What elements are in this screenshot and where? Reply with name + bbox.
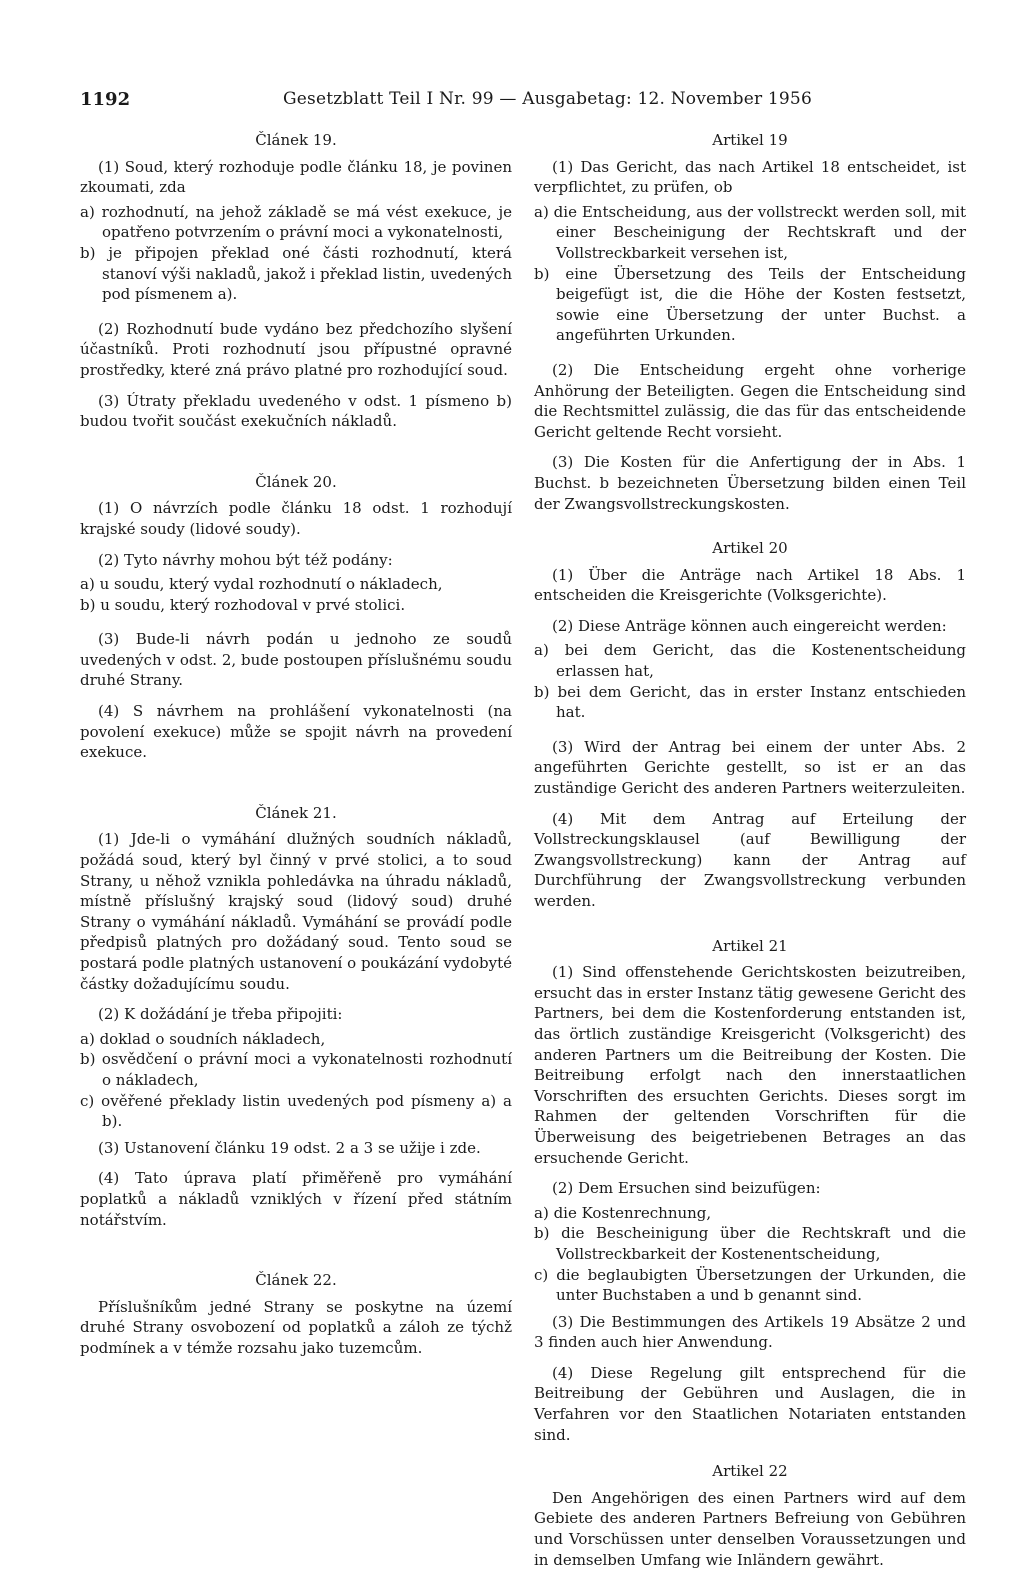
paragraph: (1) Soud, který rozhoduje podle článku 18, je povinen zkoumati, zda	[80, 157, 512, 197]
paragraph: (2) Die Entscheidung ergeht ohne vorherige Anhörung der Beteiligten. Gegen die Entscheidung sind die Rechtsmittel zulässig, die das für das entscheidende Gericht geltende Recht vorsieht.	[534, 360, 966, 441]
running-header: Gesetzblatt Teil I Nr. 99 — Ausgabetag: 12. November 1956	[283, 89, 812, 109]
list-item: a) u soudu, který vydal rozhodnutí o nákladech,	[80, 575, 443, 594]
section-heading: Článek 21.	[255, 803, 337, 822]
section-heading: Článek 20.	[255, 472, 337, 491]
paragraph: (2) Diese Anträge können auch eingereicht werden:	[552, 616, 947, 635]
paragraph: (1) O návrzích podle článku 18 odst. 1 rozhodují krajské soudy (lidové soudy).	[80, 499, 512, 538]
paragraph: (4) Diese Regelung gilt entsprechend für die Beitreibung der Gebühren und Auslagen, die in Verfahren vor den Staatlichen Notariaten entstanden sind.	[534, 1363, 966, 1444]
paragraph: (3) Die Bestimmungen des Artikels 19 Absätze 2 und 3 finden auch hier Anwendung.	[534, 1312, 966, 1352]
paragraph: (2) Rozhodnutí bude vydáno bez předchozího slyšení účastníků. Proti rozhodnutí jsou přípustné opravné prostředky, které zná právo platné pro rozhodující soud.	[80, 319, 512, 379]
list-item: a) rozhodnutí, na jehož základě se má vést exekuce, je opatřeno potvrzením o právní moci a vykonatelnosti,	[80, 202, 512, 242]
paragraph: (3) Bude-li návrh podán u jednoho ze soudů uvedených v odst. 2, bude postoupen příslušnému soudu druhé Strany.	[80, 630, 512, 690]
page-number: 1192	[80, 89, 131, 110]
paragraph: (4) Mit dem Antrag auf Erteilung der Vollstreckungsklausel (auf Bewilligung der Zwangsvollstreckung) kann der Antrag auf Durchführung der Zwangsvollstreckung verbunden werden.	[534, 809, 966, 910]
list-item: b) bei dem Gericht, das in erster Instanz entschieden hat.	[534, 682, 966, 722]
paragraph: (1) Das Gericht, das nach Artikel 18 entscheidet, ist verpflichtet, zu prüfen, ob	[534, 157, 966, 197]
section-heading: Artikel 19	[712, 131, 788, 149]
section-heading: Artikel 21	[712, 936, 788, 955]
list-item: a) doklad o soudních nákladech,	[80, 1029, 326, 1048]
paragraph: (3) Ustanovení článku 19 odst. 2 a 3 se užije i zde.	[98, 1138, 481, 1157]
list-item: c) die beglaubigten Übersetzungen der Urkunden, die unter Buchstaben a und b genannt sind.	[534, 1265, 966, 1305]
paragraph: (1) Jde-li o vymáhání dlužných soudních nákladů, požádá soud, který byl činný v prvé stolici, a to soud Strany, u něhož vznikla pohledávka na úhradu nákladů, místně příslušný krajský soud (lidový soud) druhé Strany o vymáhání nákladů. Vymáhání se provádí podle předpisů platných pro dožádaný soud. Tento soud se postará podle platných ustanovení o poukázání vydobyté částky dožadujícímu soudu.	[80, 830, 512, 993]
list-item: b) je připojen překlad oné části rozhodnutí, která stanoví výši nakladů, jakož i překlad listin, uvedených pod písmenem a).	[80, 243, 512, 304]
czech-column	[80, 130, 512, 1369]
paragraph: (3) Útraty překladu uvedeného v odst. 1 písmeno b) budou tvořit součást exekučních nákladů.	[80, 391, 512, 431]
paragraph: (1) Sind offenstehende Gerichtskosten beizutreiben, ersucht das in erster Instanz tätig gewesene Gericht des Partners, bei dem die Kostenforderung entstanden ist, das örtlich zuständige Kreisgericht (Volksgericht) des anderen Partners um die Beitreibung der Kosten. Die Beitreibung erfolgt nach den innerstaatlichen Vorschriften des ersuchten Gerichts. Dieses sorgt im Rahmen der geltenden Vorschriften für die Überweisung des beigetriebenen Betrages an das ersuchende Gericht.	[534, 963, 966, 1167]
list-item: b) die Bescheinigung über die Rechtskraft und die Vollstreckbarkeit der Kostenentscheidung,	[534, 1224, 966, 1263]
list-item: b) u soudu, který rozhodoval v prvé stolici.	[80, 595, 406, 614]
paragraph: (2) K dožádání je třeba připojiti:	[98, 1005, 343, 1024]
list-item: a) bei dem Gericht, das die Kostenentscheidung erlassen hat,	[534, 641, 966, 681]
section-heading: Článek 22.	[255, 1271, 337, 1290]
paragraph: (2) Tyto návrhy mohou být též podány:	[98, 550, 393, 569]
section-heading: Artikel 20	[712, 539, 788, 558]
paragraph: (4) S návrhem na prohlášení vykonatelnosti (na povolení exekuce) může se spojit návrh na provedení exekuce.	[80, 702, 512, 762]
paragraph: Příslušníkům jedné Strany se poskytne na území druhé Strany osvobození od poplatků a záloh ze týchž podmínek a v témže rozsahu jako tuzemcům.	[80, 1297, 512, 1357]
section-heading: Článek 19.	[255, 131, 337, 149]
paragraph: (3) Wird der Antrag bei einem der unter Abs. 2 angeführten Gerichte gestellt, so ist er an das zuständige Gericht des anderen Partners weiterzuleiten.	[534, 737, 966, 798]
paragraph: (3) Die Kosten für die Anfertigung der in Abs. 1 Buchst. b bezeichneten Übersetzung bilden einen Teil der Zwangsvollstreckungskosten.	[534, 453, 966, 513]
section-heading: Artikel 22	[712, 1462, 788, 1481]
list-item: a) die Kostenrechnung,	[534, 1203, 712, 1222]
list-item: b) osvědčení o právní moci a vykonatelnosti rozhodnutí o nákladech,	[80, 1050, 512, 1089]
paragraph: (1) Über die Anträge nach Artikel 18 Abs. 1 entscheiden die Kreisgerichte (Volksgerichte).	[534, 565, 966, 605]
paragraph: Den Angehörigen des einen Partners wird auf dem Gebiete des anderen Partners Befreiung von Gebühren und Vorschüssen unter denselben Voraussetzungen und in demselben Umfang wie Inländern gewährt.	[534, 1488, 966, 1569]
list-item: a) die Entscheidung, aus der vollstreckt werden soll, mit einer Bescheinigung der Rechtskraft und der Vollstreckbarkeit versehen ist,	[534, 202, 966, 262]
german-column	[534, 130, 966, 1580]
paragraph: (2) Dem Ersuchen sind beizufügen:	[552, 1179, 821, 1198]
list-item: b) eine Übersetzung des Teils der Entscheidung beigefügt ist, die die Höhe der Kosten festsetzt, sowie eine Übersetzung der unter Buchst. a angeführten Urkunden.	[534, 264, 966, 345]
list-item: c) ověřené překlady listin uvedených pod písmeny a) a b).	[80, 1091, 512, 1131]
paragraph: (4) Tato úprava platí přiměřeně pro vymáhání poplatků a nákladů vzniklých v řízení před státním notářstvím.	[80, 1169, 512, 1229]
